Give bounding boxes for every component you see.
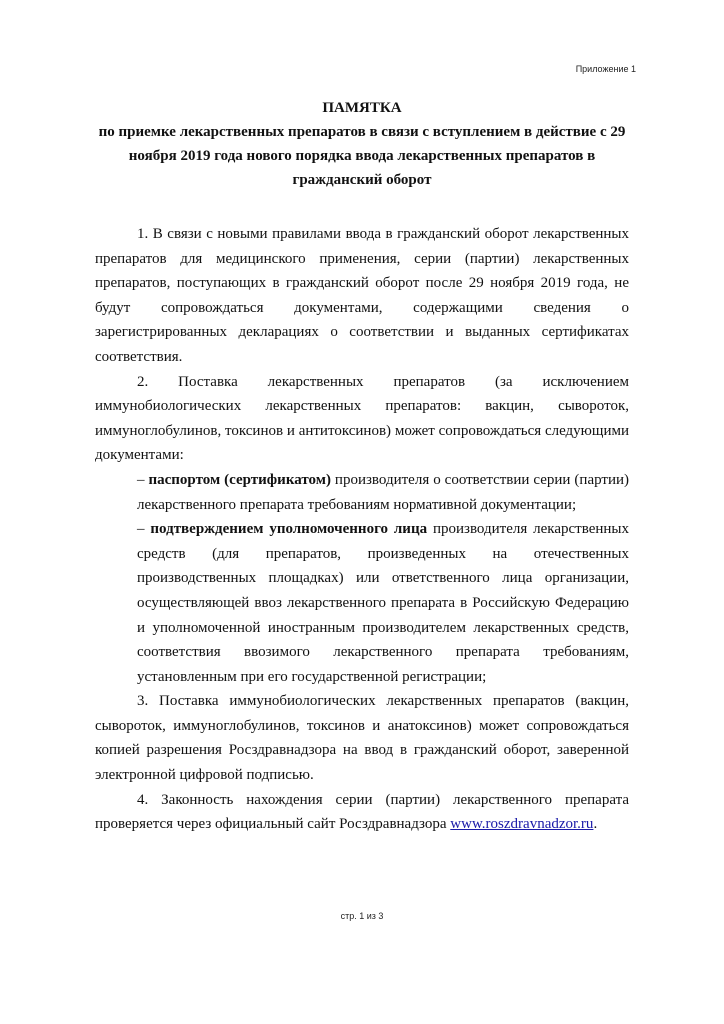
list-item-confirmation [95, 517, 629, 689]
paragraph-4 [95, 788, 629, 837]
list-item-confirmation-bold: подтверждением уполномоченного лица [150, 521, 428, 538]
paragraph-1: 1. В связи с новыми правилами ввода в гражданский оборот лекарственных препаратов для медицинского применения, серии (партии) лекарственных препаратов, поступающих в гражданский оборот после 29 ноября 2019 года, не будут сопровождаться документами, содержащими сведения о зарегистрированных декларациях о соответствии и выданных сертификатах соответствия. [95, 226, 629, 365]
page-number: стр. 1 из 3 [340, 911, 384, 921]
title-main: ПАМЯТКА [322, 100, 402, 116]
paragraph-3: 3. Поставка иммунобиологических лекарственных препаратов (вакцин, сывороток, иммуноглобулинов, токсинов и анатоксинов) может сопровождаться копией разрешения Росздравнадзора на ввод в гражданский оборот, заверенной электронной цифровой подписью. [95, 693, 629, 784]
list-item-passport-bold: паспортом (сертификатом) [148, 471, 331, 488]
roszdravnadzor-link[interactable]: www.roszdravnadzor.ru [450, 816, 594, 833]
appendix-label: Приложение 1 [575, 64, 636, 74]
document-body [95, 222, 629, 837]
paragraph-2: 2. Поставка лекарственных препаратов (за исключением иммунобиологических лекарственных препаратов: вакцин, сывороток, иммуноглобулинов, токсинов и антитоксинов) может сопровождаться следующими документами: [95, 373, 629, 464]
list-dash: – [137, 521, 151, 538]
list-item-passport [95, 468, 629, 517]
paragraph-4-end: . [593, 816, 598, 833]
list-dash: – [137, 471, 149, 488]
paragraph-4-text: 4. Законность нахождения серии (партии) лекарственного препарата проверяется через официальный сайт Росздравнадзора [95, 791, 629, 833]
list-item-confirmation-text: производителя лекарственных средств (для препаратов, произведенных на отечественных производственных площадках) или ответственного лица организации, осуществляющей ввоз лекарственного препарата в Российскую Федерацию и уполномоченной иностранным производителем лекарственных средств, соответствия ввозимого лекарственного препарата требованиям, установленным при его государственной регистрации; [137, 521, 629, 685]
document-title [95, 96, 629, 192]
title-subtitle: по приемке лекарственных препаратов в связи с вступлением в действие с 29 ноября 2019 года нового порядка ввода лекарственных препаратов в гражданский оборот [98, 124, 626, 188]
list-item-passport-text: производителя о соответствии серии (партии) лекарственного препарата требованиям нормативной документации; [137, 471, 630, 513]
